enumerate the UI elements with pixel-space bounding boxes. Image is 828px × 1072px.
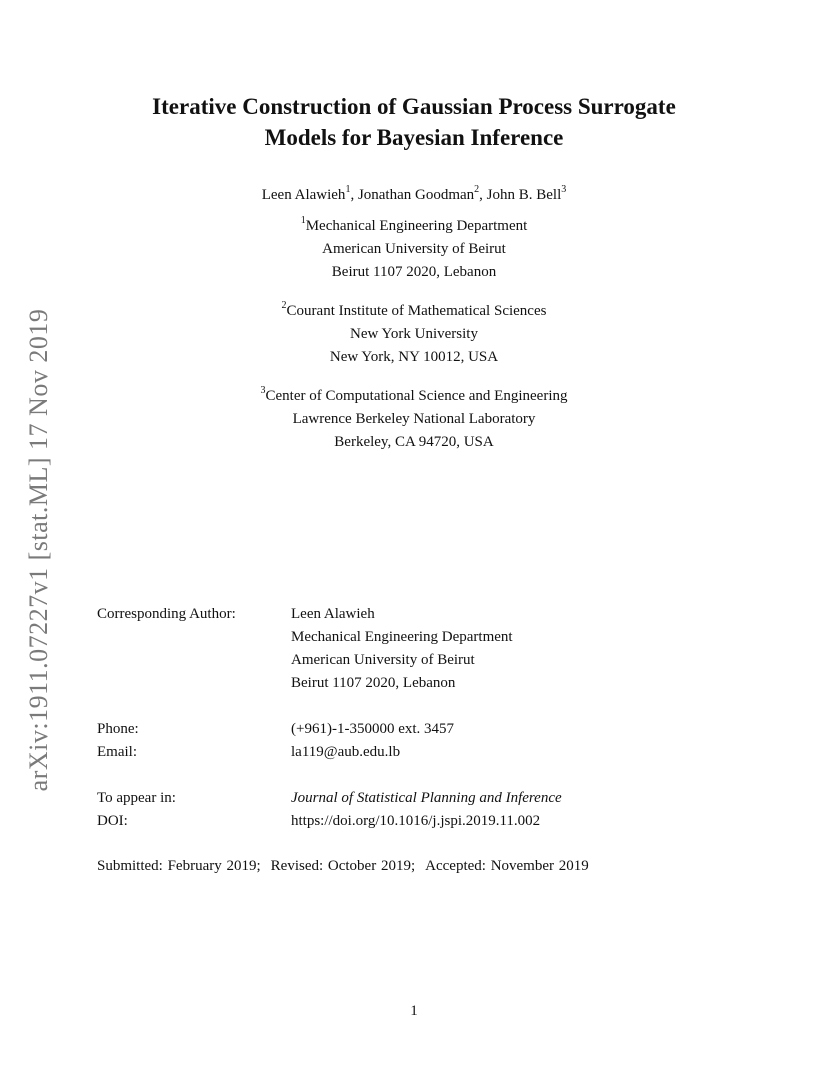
affiliation-line: Mechanical Engineering Department [305, 218, 528, 234]
affiliation-line: Center of Computational Science and Engineering [265, 388, 568, 404]
email-value: la119@aub.edu.lb [291, 744, 401, 760]
arxiv-identifier-stamp: arXiv:1911.07227v1 [stat.ML] 17 Nov 2019 [24, 308, 53, 792]
doi-label: DOI: [97, 813, 128, 829]
publication-section [97, 787, 562, 833]
phone-label: Phone: [97, 721, 139, 737]
corresponding-author-section [97, 603, 513, 695]
accepted-date: Accepted: November 2019 [425, 858, 589, 874]
contact-section [97, 718, 454, 764]
phone-value: (+961)-1-350000 ext. 3457 [291, 721, 455, 737]
affiliation-block [0, 385, 828, 454]
affiliation-mark: 1 [300, 215, 306, 226]
page-number: 1 [410, 1003, 418, 1019]
revised-date: Revised: October 2019; [270, 858, 416, 874]
corresponding-author-address [291, 603, 513, 695]
corresponding-author-label: Corresponding Author: [97, 606, 236, 622]
affiliation-block [0, 300, 828, 369]
submission-dates [97, 855, 589, 878]
affiliation-line: New York University [350, 326, 478, 342]
author-name: John B. Bell [486, 187, 562, 203]
affiliation-line: Lawrence Berkeley National Laboratory [292, 411, 536, 427]
affiliation-line: Beirut 1107 2020, Lebanon [331, 264, 497, 280]
address-line: Leen Alawieh [291, 606, 375, 622]
submitted-date: Submitted: February 2019; [97, 858, 261, 874]
author-name: Jonathan Goodman [357, 187, 475, 203]
email-label: Email: [97, 744, 137, 760]
appear-in-label: To appear in: [97, 790, 176, 806]
author-name: Leen Alawieh [261, 187, 346, 203]
address-line: Beirut 1107 2020, Lebanon [291, 675, 456, 691]
paper-title [0, 91, 828, 153]
affiliation-mark: 2 [281, 300, 287, 311]
affiliation-line: Berkeley, CA 94720, USA [334, 434, 494, 450]
affiliation-line: New York, NY 10012, USA [329, 349, 499, 365]
address-line: American University of Beirut [291, 652, 475, 668]
address-line: Mechanical Engineering Department [291, 629, 513, 645]
journal-name: Journal of Statistical Planning and Inference [291, 790, 562, 806]
author-affiliation-mark: 2 [474, 184, 480, 195]
affiliation-line: American University of Beirut [322, 241, 506, 257]
author-affiliation-mark: 3 [561, 184, 567, 195]
author-list: Leen Alawieh$^1$, Jonathan Goodman$^2$, John B. Bell$^3$ [261, 184, 567, 203]
affiliation-mark: 3 [260, 385, 266, 396]
affiliation-line: Courant Institute of Mathematical Sciences [286, 303, 547, 319]
author-affiliation-mark: 1 [345, 184, 351, 195]
title-line: Iterative Construction of Gaussian Process Surrogate [152, 94, 676, 119]
title-line: Models for Bayesian Inference [264, 125, 564, 150]
affiliation-block [0, 215, 828, 284]
doi-value: https://doi.org/10.1016/j.jspi.2019.11.002 [291, 813, 541, 829]
